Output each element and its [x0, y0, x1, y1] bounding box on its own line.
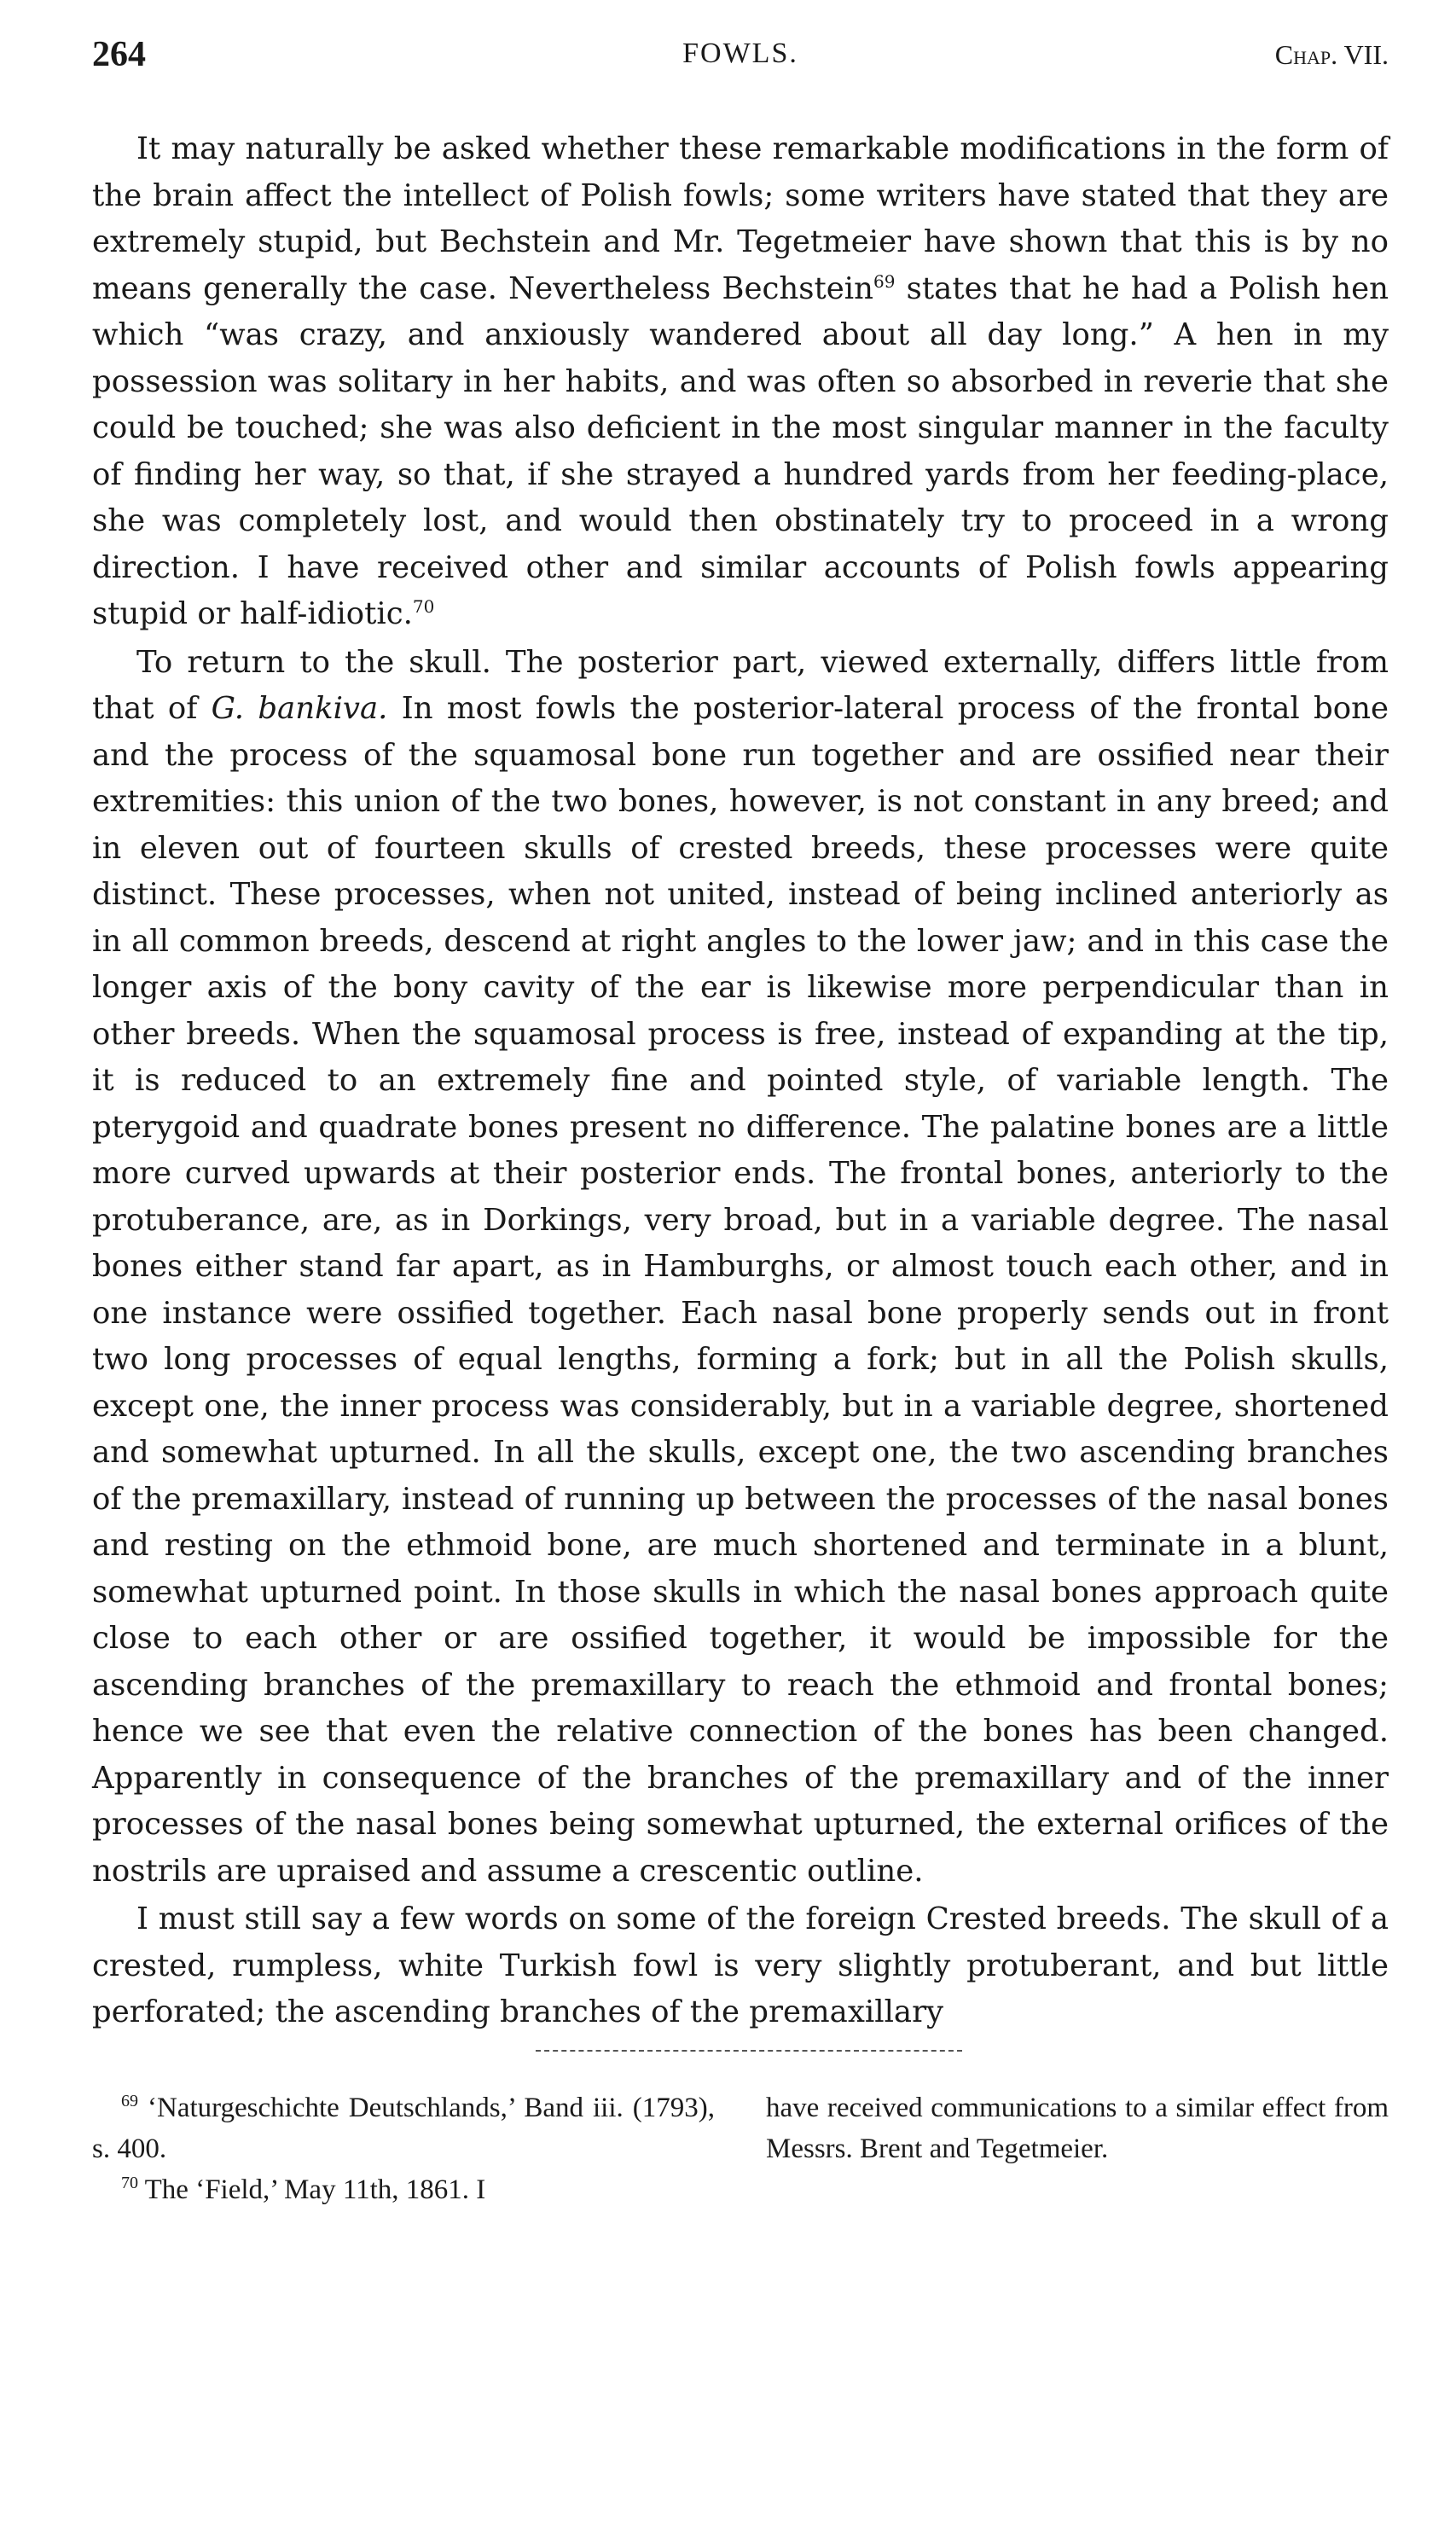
- running-header: [92, 34, 1389, 94]
- footnote-reference-70[interactable]: 70: [412, 596, 435, 618]
- paragraph-intellect: [92, 126, 1389, 638]
- main-text: [92, 126, 1389, 2036]
- running-title: FOWLS.: [682, 38, 798, 69]
- paragraph-foreign-breeds: I must still say a few words on some of the foreign Crested breeds. The skull of a crested, rumpless, white Turkish fowl is very slightly protuberant, and but little perforated; the ascending branches of the premaxillary: [92, 1901, 1389, 2029]
- footnote-reference-69[interactable]: 69: [873, 270, 896, 292]
- footnote-70-continued: have received communications to a similar effect from Messrs. Brent and Tegetmeier.: [766, 2092, 1389, 2164]
- paragraph-text: To return to the skull. The posterior part, viewed externally, differs little from that of: [92, 644, 1389, 726]
- footnote-column-right: [766, 2087, 1389, 2210]
- footnote-column-left: [92, 2087, 715, 2210]
- footnote-text: ‘Naturgeschichte Deutschlands,’ Band iii. (1793), s. 400.: [92, 2092, 715, 2164]
- chapter-reference: Chap. VII.: [1274, 39, 1389, 70]
- page-number: 264: [92, 35, 146, 74]
- paragraph-text: It may naturally be asked whether these remarkable modifications in the form of the brain affect the intellect of Polish fowls; some writers have stated that they are extremely stupid, but Bechstein and Mr. Tegetmeier have shown that this is by no means generally the case. Nevertheless Bechstein: [92, 131, 1389, 306]
- footnote-number: 70: [121, 2173, 138, 2192]
- paragraph-skull: [92, 640, 1389, 1895]
- paragraph-text: states that he had a Polish hen which “was crazy, and anxiously wandered about all day long.” A hen in my possession was solitary in her habits, and was often so absorbed in reverie that she could be touched; she was also deficient in the most singular manner in the faculty of finding her way, so that, if she strayed a hundred yards from her feeding-place, she was completely lost, and would then obstinately try to proceed in a wrong direction. I have received other and similar accounts of Polish fowls appearing stupid or half-idiotic.: [92, 270, 1389, 631]
- footnote-divider: [536, 2050, 962, 2052]
- footnote-text: The ‘Field,’ May 11th, 1861. I: [138, 2174, 486, 2205]
- footnote-69: [92, 2087, 715, 2169]
- footnote-70: [92, 2169, 715, 2210]
- paragraph-text: In most fowls the posterior-lateral process of the frontal bone and the process of the squamosal bone run together and are ossified near their extremities: this union of the two bones, however, is not constant in any breed; and in eleven out of fourteen skulls of crested breeds, these processes were quite distinct. These processes, when not united, instead of being inclined anteriorly as in all common breeds, descend at right angles to the lower jaw; and in this case the longer axis of the bony cavity of the ear is likewise more perpendicular than in other breeds. When the squamosal process is free, instead of expanding at the tip, it is reduced to an extremely fine and pointed style, of variable length. The pterygoid and quadrate bones present no difference. The palatine bones are a little more curved upwards at their posterior ends. The frontal bones, anteriorly to the protuberance, are, as in Dorkings, very broad, but in a variable degree. The nasal bones either stand far apart, as in Hamburghs, or almost touch each other, and in one instance were ossified together. Each nasal bone properly sends out in front two long processes of equal lengths, forming a fork; but in all the Polish skulls, except one, the inner process was considerably, but in a variable degree, shortened and somewhat upturned. In all the skulls, except one, the two ascending branches of the premaxillary, instead of running up between the processes of the nasal bones and resting on the ethmoid bone, are much shortened and terminate in a blunt, somewhat upturned point. In those skulls in which the nasal bones approach quite close to each other or are ossified together, it would be impossible for the ascending branches of the premaxillary to reach the ethmoid and frontal bones; hence we see that even the relative connection of the bones has been changed. Apparently in consequence of the branches of the premaxillary and of the inner processes of the nasal bones being somewhat upturned, the external orifices of the nostrils are upraised and assume a crescentic outline.: [92, 691, 1389, 1889]
- footnote-number: 69: [121, 2091, 138, 2110]
- species-name: G. bankiva.: [211, 691, 388, 726]
- footnotes: [92, 2087, 1389, 2210]
- book-page: [92, 34, 1389, 2210]
